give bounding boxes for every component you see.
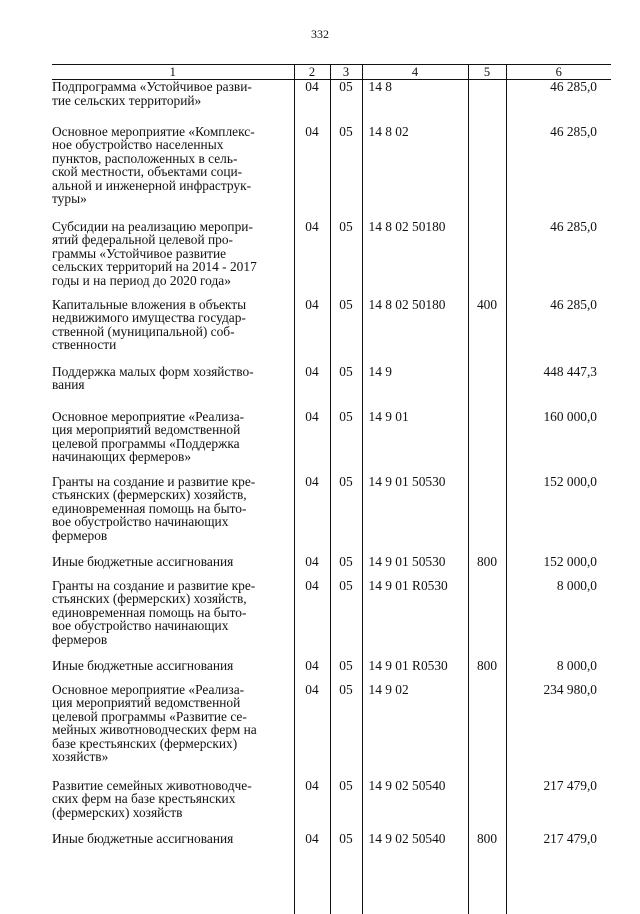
row-expense-type: 800 bbox=[468, 659, 506, 683]
row-subsection: 05 bbox=[330, 832, 362, 866]
row-amount: 8 000,0 bbox=[506, 579, 611, 659]
row-expense-type bbox=[468, 475, 506, 555]
row-name: Поддержка малых форм хозяйство- вания bbox=[52, 363, 254, 393]
row-section: 04 bbox=[294, 298, 330, 365]
row-amount: 152 000,0 bbox=[506, 475, 611, 555]
row-target-article: 14 9 01 bbox=[362, 410, 468, 475]
row-target-article: 14 9 bbox=[362, 365, 468, 410]
row-amount: 46 285,0 bbox=[506, 80, 611, 125]
row-expense-type: 800 bbox=[468, 832, 506, 866]
empty-cell bbox=[294, 866, 330, 914]
row-expense-type bbox=[468, 579, 506, 659]
row-section: 04 bbox=[294, 125, 330, 220]
row-section: 04 bbox=[294, 683, 330, 779]
row-expense-type bbox=[468, 80, 506, 125]
page-number: 332 bbox=[311, 27, 329, 41]
row-subsection: 05 bbox=[330, 779, 362, 832]
row-subsection: 05 bbox=[330, 659, 362, 683]
row-expense-type bbox=[468, 365, 506, 410]
row-subsection: 05 bbox=[330, 555, 362, 579]
row-target-article: 14 9 01 R0530 bbox=[362, 579, 468, 659]
row-subsection: 05 bbox=[330, 80, 362, 125]
row-expense-type bbox=[468, 779, 506, 832]
row-subsection: 05 bbox=[330, 220, 362, 298]
empty-cell bbox=[330, 866, 362, 914]
row-name: Гранты на создание и развитие кре- стьянских (фермерских) хозяйств, единовременная помощь на быто- вое обустройство начинающих фермеров bbox=[52, 577, 256, 647]
row-name: Подпрограмма «Устойчивое разви- тие сельских территорий» bbox=[52, 79, 252, 108]
row-amount: 160 000,0 bbox=[506, 410, 611, 475]
row-expense-type bbox=[468, 683, 506, 779]
empty-cell bbox=[468, 866, 506, 914]
row-target-article: 14 9 02 50540 bbox=[362, 779, 468, 832]
row-target-article: 14 9 01 R0530 bbox=[362, 659, 468, 683]
table-row bbox=[52, 779, 611, 832]
row-target-article: 14 9 02 50540 bbox=[362, 832, 468, 866]
row-amount: 152 000,0 bbox=[506, 555, 611, 579]
row-expense-type bbox=[468, 410, 506, 475]
empty-cell bbox=[362, 866, 468, 914]
row-name: Иные бюджетные ассигнования bbox=[52, 830, 234, 846]
table-row bbox=[52, 579, 611, 659]
row-name: Гранты на создание и развитие кре- стьянских (фермерских) хозяйств, единовременная помощь на быто- вое обустройство начинающих фермеров bbox=[52, 473, 256, 543]
row-section: 04 bbox=[294, 555, 330, 579]
row-name: Капитальные вложения в объекты недвижимого имущества государ- ственной (муниципальной) соб- ственности bbox=[52, 296, 247, 353]
row-section: 04 bbox=[294, 365, 330, 410]
table-row bbox=[52, 365, 611, 410]
row-expense-type bbox=[468, 125, 506, 220]
table-row bbox=[52, 125, 611, 220]
row-target-article: 14 8 02 50180 bbox=[362, 298, 468, 365]
row-target-article: 14 9 02 bbox=[362, 683, 468, 779]
row-name: Иные бюджетные ассигнования bbox=[52, 553, 234, 569]
row-name: Иные бюджетные ассигнования bbox=[52, 657, 234, 673]
empty-cell bbox=[506, 866, 611, 914]
row-amount: 46 285,0 bbox=[506, 298, 611, 365]
row-section: 04 bbox=[294, 475, 330, 555]
row-amount: 217 479,0 bbox=[506, 832, 611, 866]
row-expense-type: 800 bbox=[468, 555, 506, 579]
row-amount: 46 285,0 bbox=[506, 220, 611, 298]
header-col-5: 5 bbox=[468, 65, 506, 80]
row-target-article: 14 9 01 50530 bbox=[362, 475, 468, 555]
row-target-article: 14 8 02 bbox=[362, 125, 468, 220]
table-body bbox=[52, 80, 611, 914]
table-row bbox=[52, 475, 611, 555]
row-target-article: 14 8 02 50180 bbox=[362, 220, 468, 298]
row-amount: 46 285,0 bbox=[506, 125, 611, 220]
row-section: 04 bbox=[294, 779, 330, 832]
table-row bbox=[52, 683, 611, 779]
row-name: Основное мероприятие «Реализа- ция мероприятий ведомственной целевой программы «Развитие се- мейных животноводческих ферм на базе крестьянских (фермерских) хозяйств» bbox=[52, 681, 257, 765]
row-expense-type bbox=[468, 220, 506, 298]
table-row bbox=[52, 80, 611, 125]
row-amount: 8 000,0 bbox=[506, 659, 611, 683]
header-col-3: 3 bbox=[330, 65, 362, 80]
header-col-4: 4 bbox=[362, 65, 468, 80]
row-subsection: 05 bbox=[330, 125, 362, 220]
row-section: 04 bbox=[294, 410, 330, 475]
table-row bbox=[52, 832, 611, 866]
table-row bbox=[52, 220, 611, 298]
budget-table bbox=[52, 64, 611, 914]
row-name: Развитие семейных животноводче- ских ферм на базе крестьянских (фермерских) хозяйств bbox=[52, 777, 252, 820]
table-row bbox=[52, 410, 611, 475]
row-expense-type: 400 bbox=[468, 298, 506, 365]
row-name: Основное мероприятие «Реализа- ция мероприятий ведомственной целевой программы «Поддержка начинающих фермеров» bbox=[52, 408, 245, 465]
empty-cell bbox=[52, 866, 294, 914]
table-row bbox=[52, 659, 611, 683]
row-name: Субсидии на реализацию меропри- ятий федеральной целевой про- граммы «Устойчивое развитие сельских территорий на 2014 - 2017 годы и на период до 2020 года» bbox=[52, 218, 257, 288]
row-subsection: 05 bbox=[330, 298, 362, 365]
row-amount: 217 479,0 bbox=[506, 779, 611, 832]
table-row bbox=[52, 555, 611, 579]
row-target-article: 14 8 bbox=[362, 80, 468, 125]
row-section: 04 bbox=[294, 579, 330, 659]
row-section: 04 bbox=[294, 220, 330, 298]
header-row bbox=[52, 65, 611, 80]
row-section: 04 bbox=[294, 832, 330, 866]
row-subsection: 05 bbox=[330, 475, 362, 555]
table-trailing-space bbox=[52, 866, 611, 914]
row-subsection: 05 bbox=[330, 579, 362, 659]
row-amount: 234 980,0 bbox=[506, 683, 611, 779]
row-section: 04 bbox=[294, 659, 330, 683]
header-col-2: 2 bbox=[294, 65, 330, 80]
row-target-article: 14 9 01 50530 bbox=[362, 555, 468, 579]
row-subsection: 05 bbox=[330, 410, 362, 475]
row-amount: 448 447,3 bbox=[506, 365, 611, 410]
row-subsection: 05 bbox=[330, 365, 362, 410]
row-section: 04 bbox=[294, 80, 330, 125]
header-col-1: 1 bbox=[52, 65, 294, 80]
header-col-6: 6 bbox=[506, 65, 611, 80]
table-row bbox=[52, 298, 611, 365]
row-subsection: 05 bbox=[330, 683, 362, 779]
row-name: Основное мероприятие «Комплекс- ное обустройство населенных пунктов, расположенных в сель- ской местности, объектами соци- альной и инженерной инфраструк- туры» bbox=[52, 123, 255, 207]
